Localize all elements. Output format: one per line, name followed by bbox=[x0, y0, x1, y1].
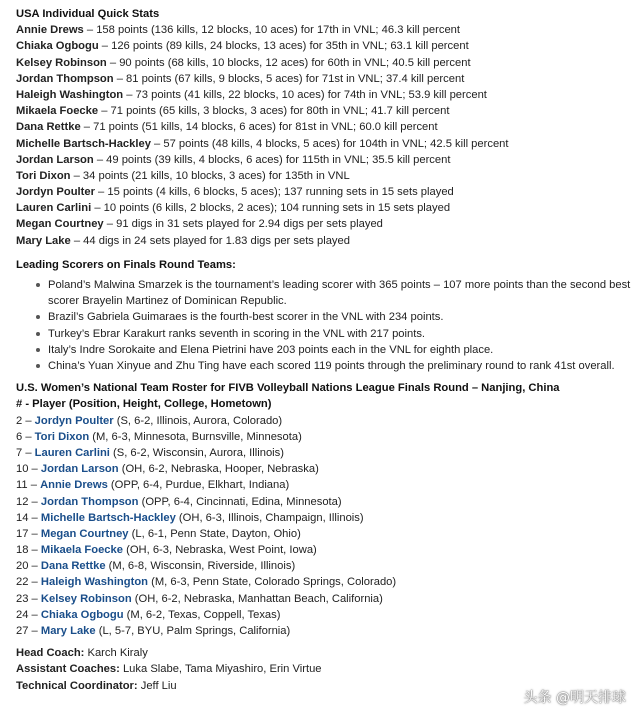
roster-row bbox=[16, 607, 632, 623]
watermark: 头条 @明天排球 bbox=[523, 690, 626, 706]
player-info: (OPP, 6-4, Cincinnati, Edina, Minnesota) bbox=[138, 495, 342, 508]
article-body bbox=[16, 6, 632, 694]
player-link[interactable]: Jordyn Poulter bbox=[34, 414, 114, 427]
player-link[interactable]: Lauren Carlini bbox=[34, 446, 110, 459]
stat-text: – 44 digs in 24 sets played for 1.83 digs per sets played bbox=[70, 234, 350, 247]
stat-line bbox=[16, 233, 632, 249]
roster-row bbox=[16, 413, 632, 429]
player-number: 2 – bbox=[16, 414, 35, 427]
player-number: 10 – bbox=[16, 463, 41, 476]
stat-text: – 15 points (4 kills, 6 blocks, 5 aces); 137 running sets in 15 sets played bbox=[94, 186, 454, 199]
stat-text: – 34 points (21 kills, 10 blocks, 3 aces) for 135th in VNL bbox=[70, 169, 350, 182]
player-link[interactable]: Jordan Thompson bbox=[40, 495, 139, 508]
player-name: Michelle Bartsch-Hackley bbox=[16, 137, 151, 150]
player-name: Chiaka Ogbogu bbox=[16, 40, 99, 53]
roster-row bbox=[16, 477, 632, 493]
staff-label: Assistant Coaches: bbox=[16, 663, 120, 676]
list-item: Poland’s Malwina Smarzek is the tournament’s leading scorer with 365 points – 107 more points than the second best scorer Brayelin Martinez of Dominican Republic. bbox=[34, 277, 632, 309]
staff-label: Head Coach: bbox=[16, 647, 85, 660]
player-link[interactable]: Dana Rettke bbox=[40, 560, 106, 573]
staff-label: Technical Coordinator: bbox=[16, 679, 138, 692]
stat-text: – 71 points (51 kills, 14 blocks, 6 aces) for 81st in VNL; 60.0 kill percent bbox=[80, 121, 438, 134]
player-link[interactable]: Haleigh Washington bbox=[40, 576, 148, 589]
stat-line bbox=[16, 22, 632, 38]
player-info: (OH, 6-2, Nebraska, Manhattan Beach, California) bbox=[131, 592, 383, 605]
player-link[interactable]: Michelle Bartsch-Hackley bbox=[40, 511, 176, 524]
roster-row bbox=[16, 494, 632, 510]
player-info: (L, 6-1, Penn State, Dayton, Ohio) bbox=[128, 527, 301, 540]
player-info: (OPP, 6-4, Purdue, Elkhart, Indiana) bbox=[107, 479, 290, 492]
player-link[interactable]: Annie Drews bbox=[40, 479, 108, 492]
staff-line bbox=[16, 661, 632, 677]
player-info: (M, 6-3, Minnesota, Burnsville, Minnesota) bbox=[89, 430, 302, 443]
player-name: Tori Dixon bbox=[16, 169, 71, 182]
leading-scorers-title: Leading Scorers on Finals Round Teams: bbox=[16, 258, 236, 271]
stat-line bbox=[16, 168, 632, 184]
quick-stats-list bbox=[16, 22, 632, 249]
staff-value: Karch Kiraly bbox=[84, 647, 148, 660]
stat-line bbox=[16, 136, 632, 152]
player-name: Jordan Larson bbox=[16, 153, 94, 166]
player-number: 22 – bbox=[16, 576, 41, 589]
list-item: Turkey’s Ebrar Karakurt ranks seventh in scoring in the VNL with 217 points. bbox=[34, 326, 632, 342]
player-link[interactable]: Mary Lake bbox=[40, 625, 96, 638]
player-name: Jordyn Poulter bbox=[16, 186, 95, 199]
player-number: 17 – bbox=[16, 527, 41, 540]
roster-row bbox=[16, 526, 632, 542]
roster-row bbox=[16, 461, 632, 477]
list-item: Brazil’s Gabriela Guimaraes is the fourth-best scorer in the VNL with 234 points. bbox=[34, 309, 632, 325]
stat-text: – 10 points (6 kills, 2 blocks, 2 aces); 104 running sets in 15 sets played bbox=[91, 202, 451, 215]
player-name: Kelsey Robinson bbox=[16, 56, 107, 69]
staff-value: Jeff Liu bbox=[137, 679, 177, 692]
roster-row bbox=[16, 542, 632, 558]
player-info: (M, 6-2, Texas, Coppell, Texas) bbox=[123, 608, 281, 621]
roster-row bbox=[16, 510, 632, 526]
player-link[interactable]: Mikaela Foecke bbox=[40, 544, 123, 557]
stat-text: – 71 points (65 kills, 3 blocks, 3 aces) for 80th in VNL; 41.7 kill percent bbox=[98, 105, 450, 118]
player-number: 23 – bbox=[16, 592, 41, 605]
stat-text: – 91 digs in 31 sets played for 2.94 digs per sets played bbox=[103, 218, 383, 231]
list-item: China’s Yuan Xinyue and Zhu Ting have each scored 119 points through the preliminary round to rank 41st overall. bbox=[34, 358, 632, 374]
player-link[interactable]: Kelsey Robinson bbox=[40, 592, 132, 605]
stat-text: – 90 points (68 kills, 10 blocks, 12 aces) for 60th in VNL; 40.5 kill percent bbox=[106, 56, 471, 69]
stat-line bbox=[16, 200, 632, 216]
staff-line bbox=[16, 645, 632, 661]
player-number: 6 – bbox=[16, 430, 35, 443]
stat-line bbox=[16, 55, 632, 71]
stat-line bbox=[16, 152, 632, 168]
stat-text: – 126 points (89 kills, 24 blocks, 13 aces) for 35th in VNL; 63.1 kill percent bbox=[98, 40, 469, 53]
player-number: 27 – bbox=[16, 625, 41, 638]
stat-line bbox=[16, 119, 632, 135]
player-link[interactable]: Megan Courtney bbox=[40, 527, 129, 540]
player-info: (M, 6-8, Wisconsin, Riverside, Illinois) bbox=[105, 560, 296, 573]
player-info: (S, 6-2, Illinois, Aurora, Colorado) bbox=[113, 414, 283, 427]
roster-row bbox=[16, 445, 632, 461]
stat-text: – 73 points (41 kills, 22 blocks, 10 aces) for 74th in VNL; 53.9 kill percent bbox=[123, 88, 487, 101]
player-info: (OH, 6-3, Illinois, Champaign, Illinois) bbox=[175, 511, 364, 524]
roster-row bbox=[16, 429, 632, 445]
player-number: 20 – bbox=[16, 560, 41, 573]
player-info: (S, 6-2, Wisconsin, Aurora, Illinois) bbox=[109, 446, 284, 459]
roster-row bbox=[16, 623, 632, 639]
stat-line bbox=[16, 38, 632, 54]
player-name: Dana Rettke bbox=[16, 121, 81, 134]
player-link[interactable]: Chiaka Ogbogu bbox=[40, 608, 124, 621]
player-name: Mary Lake bbox=[16, 234, 71, 247]
player-name: Jordan Thompson bbox=[16, 72, 114, 85]
roster-title: U.S. Women’s National Team Roster for FIVB Volleyball Nations League Finals Round – Nanjing, China bbox=[16, 382, 560, 395]
player-number: 14 – bbox=[16, 511, 41, 524]
player-name: Haleigh Washington bbox=[16, 88, 124, 101]
stat-line bbox=[16, 71, 632, 87]
stat-text: – 57 points (48 kills, 4 blocks, 5 aces) for 104th in VNL; 42.5 kill percent bbox=[150, 137, 509, 150]
player-name: Mikaela Foecke bbox=[16, 105, 99, 118]
player-number: 24 – bbox=[16, 608, 41, 621]
player-link[interactable]: Jordan Larson bbox=[40, 463, 119, 476]
roster-list bbox=[16, 413, 632, 640]
player-number: 12 – bbox=[16, 495, 41, 508]
section-gap bbox=[16, 249, 632, 257]
roster-row bbox=[16, 558, 632, 574]
player-number: 18 – bbox=[16, 544, 41, 557]
stat-text: – 49 points (39 kills, 4 blocks, 6 aces) for 115th in VNL; 35.5 kill percent bbox=[93, 153, 451, 166]
player-name: Annie Drews bbox=[16, 24, 84, 37]
stat-line bbox=[16, 216, 632, 232]
stat-line bbox=[16, 184, 632, 200]
stat-text: – 81 points (67 kills, 9 blocks, 5 aces) for 71st in VNL; 37.4 kill percent bbox=[113, 72, 465, 85]
player-name: Megan Courtney bbox=[16, 218, 104, 231]
quick-stats-title: USA Individual Quick Stats bbox=[16, 8, 160, 20]
player-info: (L, 5-7, BYU, Palm Springs, California) bbox=[95, 625, 291, 638]
player-name: Lauren Carlini bbox=[16, 202, 92, 215]
player-number: 11 – bbox=[16, 479, 41, 492]
stat-line bbox=[16, 87, 632, 103]
roster-row bbox=[16, 574, 632, 590]
roster-row bbox=[16, 591, 632, 607]
stat-text: – 158 points (136 kills, 12 blocks, 10 aces) for 17th in VNL; 46.3 kill percent bbox=[83, 24, 460, 37]
leading-scorers-list bbox=[34, 277, 632, 374]
stat-line bbox=[16, 103, 632, 119]
list-item: Italy’s Indre Sorokaite and Elena Pietrini have 203 points each in the VNL for eighth place. bbox=[34, 342, 632, 358]
player-info: (OH, 6-3, Nebraska, West Point, Iowa) bbox=[122, 544, 317, 557]
player-info: (M, 6-3, Penn State, Colorado Springs, Colorado) bbox=[148, 576, 397, 589]
player-info: (OH, 6-2, Nebraska, Hooper, Nebraska) bbox=[118, 463, 319, 476]
player-number: 7 – bbox=[16, 446, 35, 459]
player-link[interactable]: Tori Dixon bbox=[34, 430, 90, 443]
roster-header: # - Player (Position, Height, College, Hometown) bbox=[16, 398, 272, 411]
staff-value: Luka Slabe, Tama Miyashiro, Erin Virtue bbox=[119, 663, 322, 676]
